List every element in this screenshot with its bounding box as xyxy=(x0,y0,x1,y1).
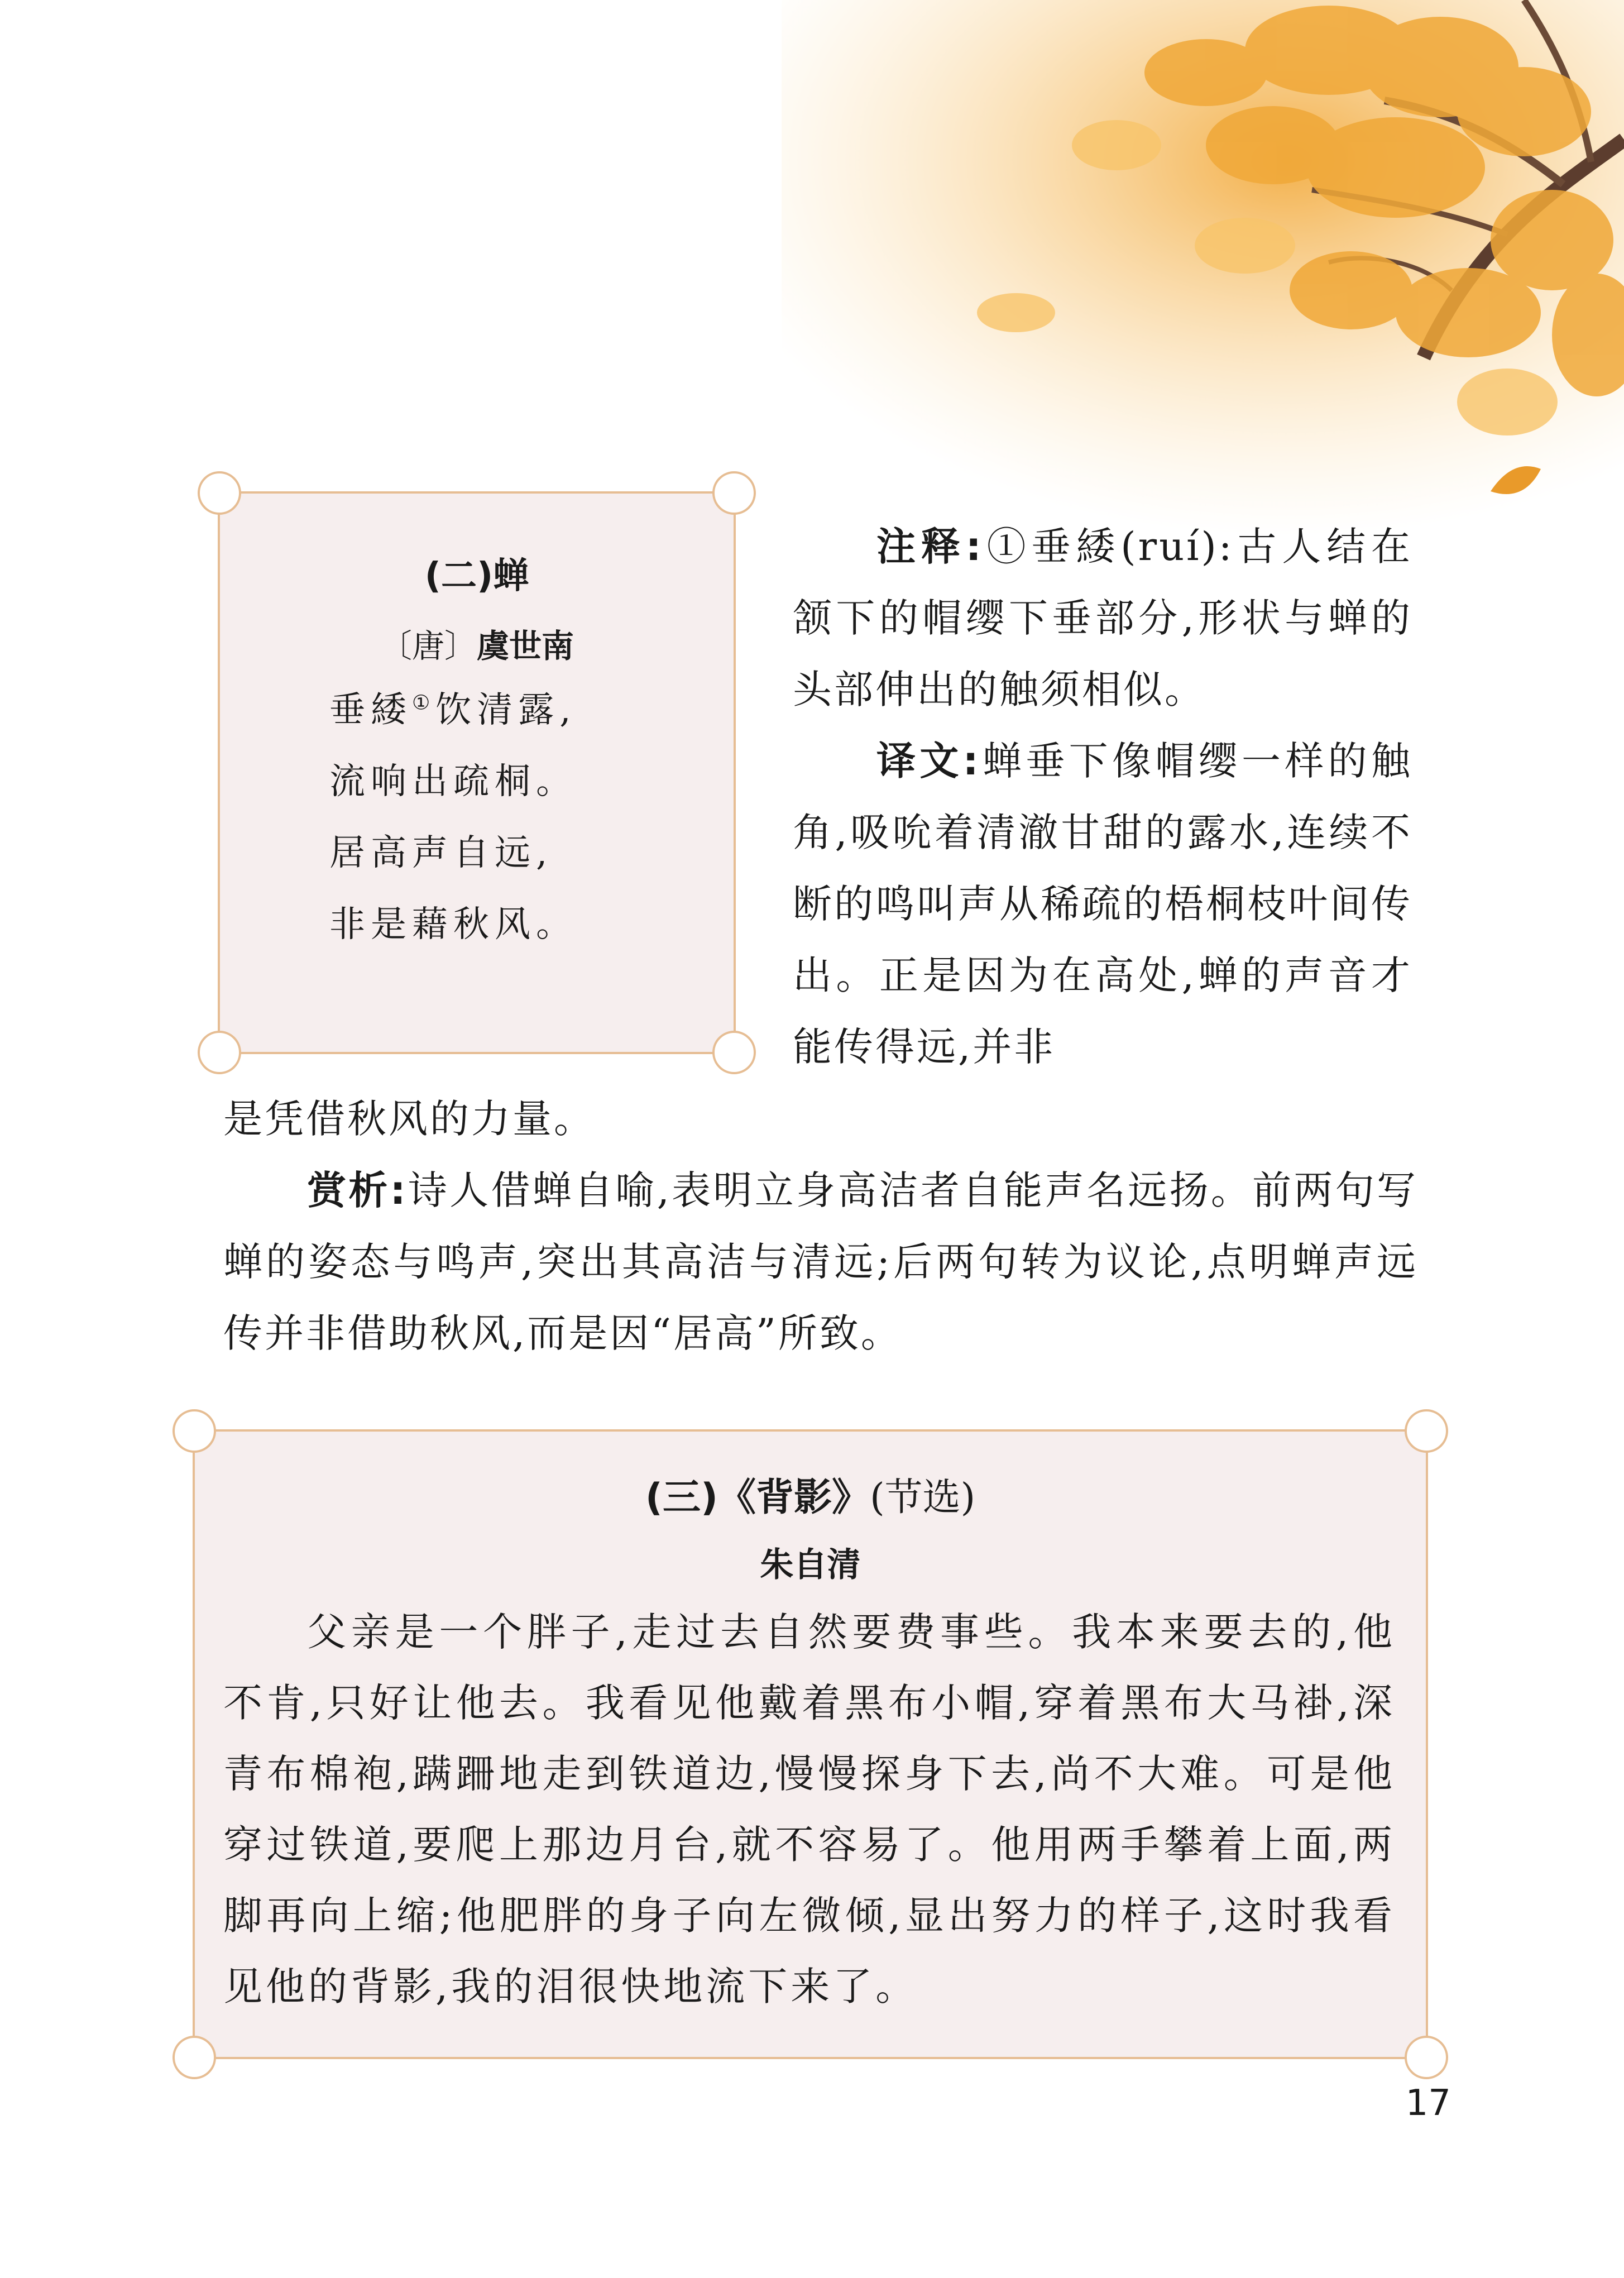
poem-author-line xyxy=(218,620,736,667)
page-number: 17 xyxy=(1405,2083,1451,2124)
poem-line-1: 垂緌①饮清露, xyxy=(329,690,577,731)
annotation xyxy=(793,511,1412,725)
translation-label: 译文: xyxy=(876,738,981,784)
translation-text: 蝉垂下像帽缨一样的触角,吸吮着清澈甘甜的露水,连续不断的鸣叫声从稀疏的梧桐枝叶间传出。正是因为在高处,蝉的声音才能传得远,并非 xyxy=(793,738,1413,1070)
appreciation xyxy=(223,1155,1418,1369)
poem-line-2: 流响出疏桐。 xyxy=(329,761,577,802)
annotation-label: 注释: xyxy=(876,524,984,570)
poem-line-4: 非是藉秋风。 xyxy=(329,904,577,945)
poem-title: (二)蝉 xyxy=(424,556,529,597)
poem-author: 虞世南 xyxy=(477,627,574,665)
annotation-text: ①垂緌(ruí):古人结在颔下的帽缨下垂部分,形状与蝉的头部伸出的触须相似。 xyxy=(793,524,1412,712)
excerpt-author: 朱自清 xyxy=(760,1545,861,1585)
translation-continuation: 是凭借秋风的力量。 xyxy=(223,1096,595,1142)
autumn-leaves-illustration xyxy=(782,0,1624,536)
poem-dynasty: 〔唐〕 xyxy=(379,627,477,665)
footnote-marker: ① xyxy=(412,691,436,715)
translation xyxy=(793,725,1412,1083)
excerpt-text: 父亲是一个胖子,走过去自然要费事些。我本来要去的,他不肯,只好让他去。我看见他戴着黑布小帽,穿着黑布大马褂,深青布棉袍,蹒跚地走到铁道边,慢慢探身下去,尚不大难。可是他穿过铁道,要爬上那边月台,就不容易了。他用两手攀着上面,两脚再向上缩;他肥胖的身子向左微倾,显出努力的样子,这时我看见他的背影,我的泪很快地流下来了。 xyxy=(223,1609,1396,2009)
poem-line-3: 居高声自远, xyxy=(329,832,553,874)
appreciation-text: 诗人借蝉自喻,表明立身高洁者自能声名远扬。前两句写蝉的姿态与鸣声,突出其高洁与清远;后两句转为议论,点明蝉声远传并非借助秋风,而是因“居高”所致。 xyxy=(223,1167,1419,1356)
appreciation-label: 赏析: xyxy=(307,1167,408,1213)
excerpt-title: (三)《背影》(节选) xyxy=(645,1476,976,1520)
